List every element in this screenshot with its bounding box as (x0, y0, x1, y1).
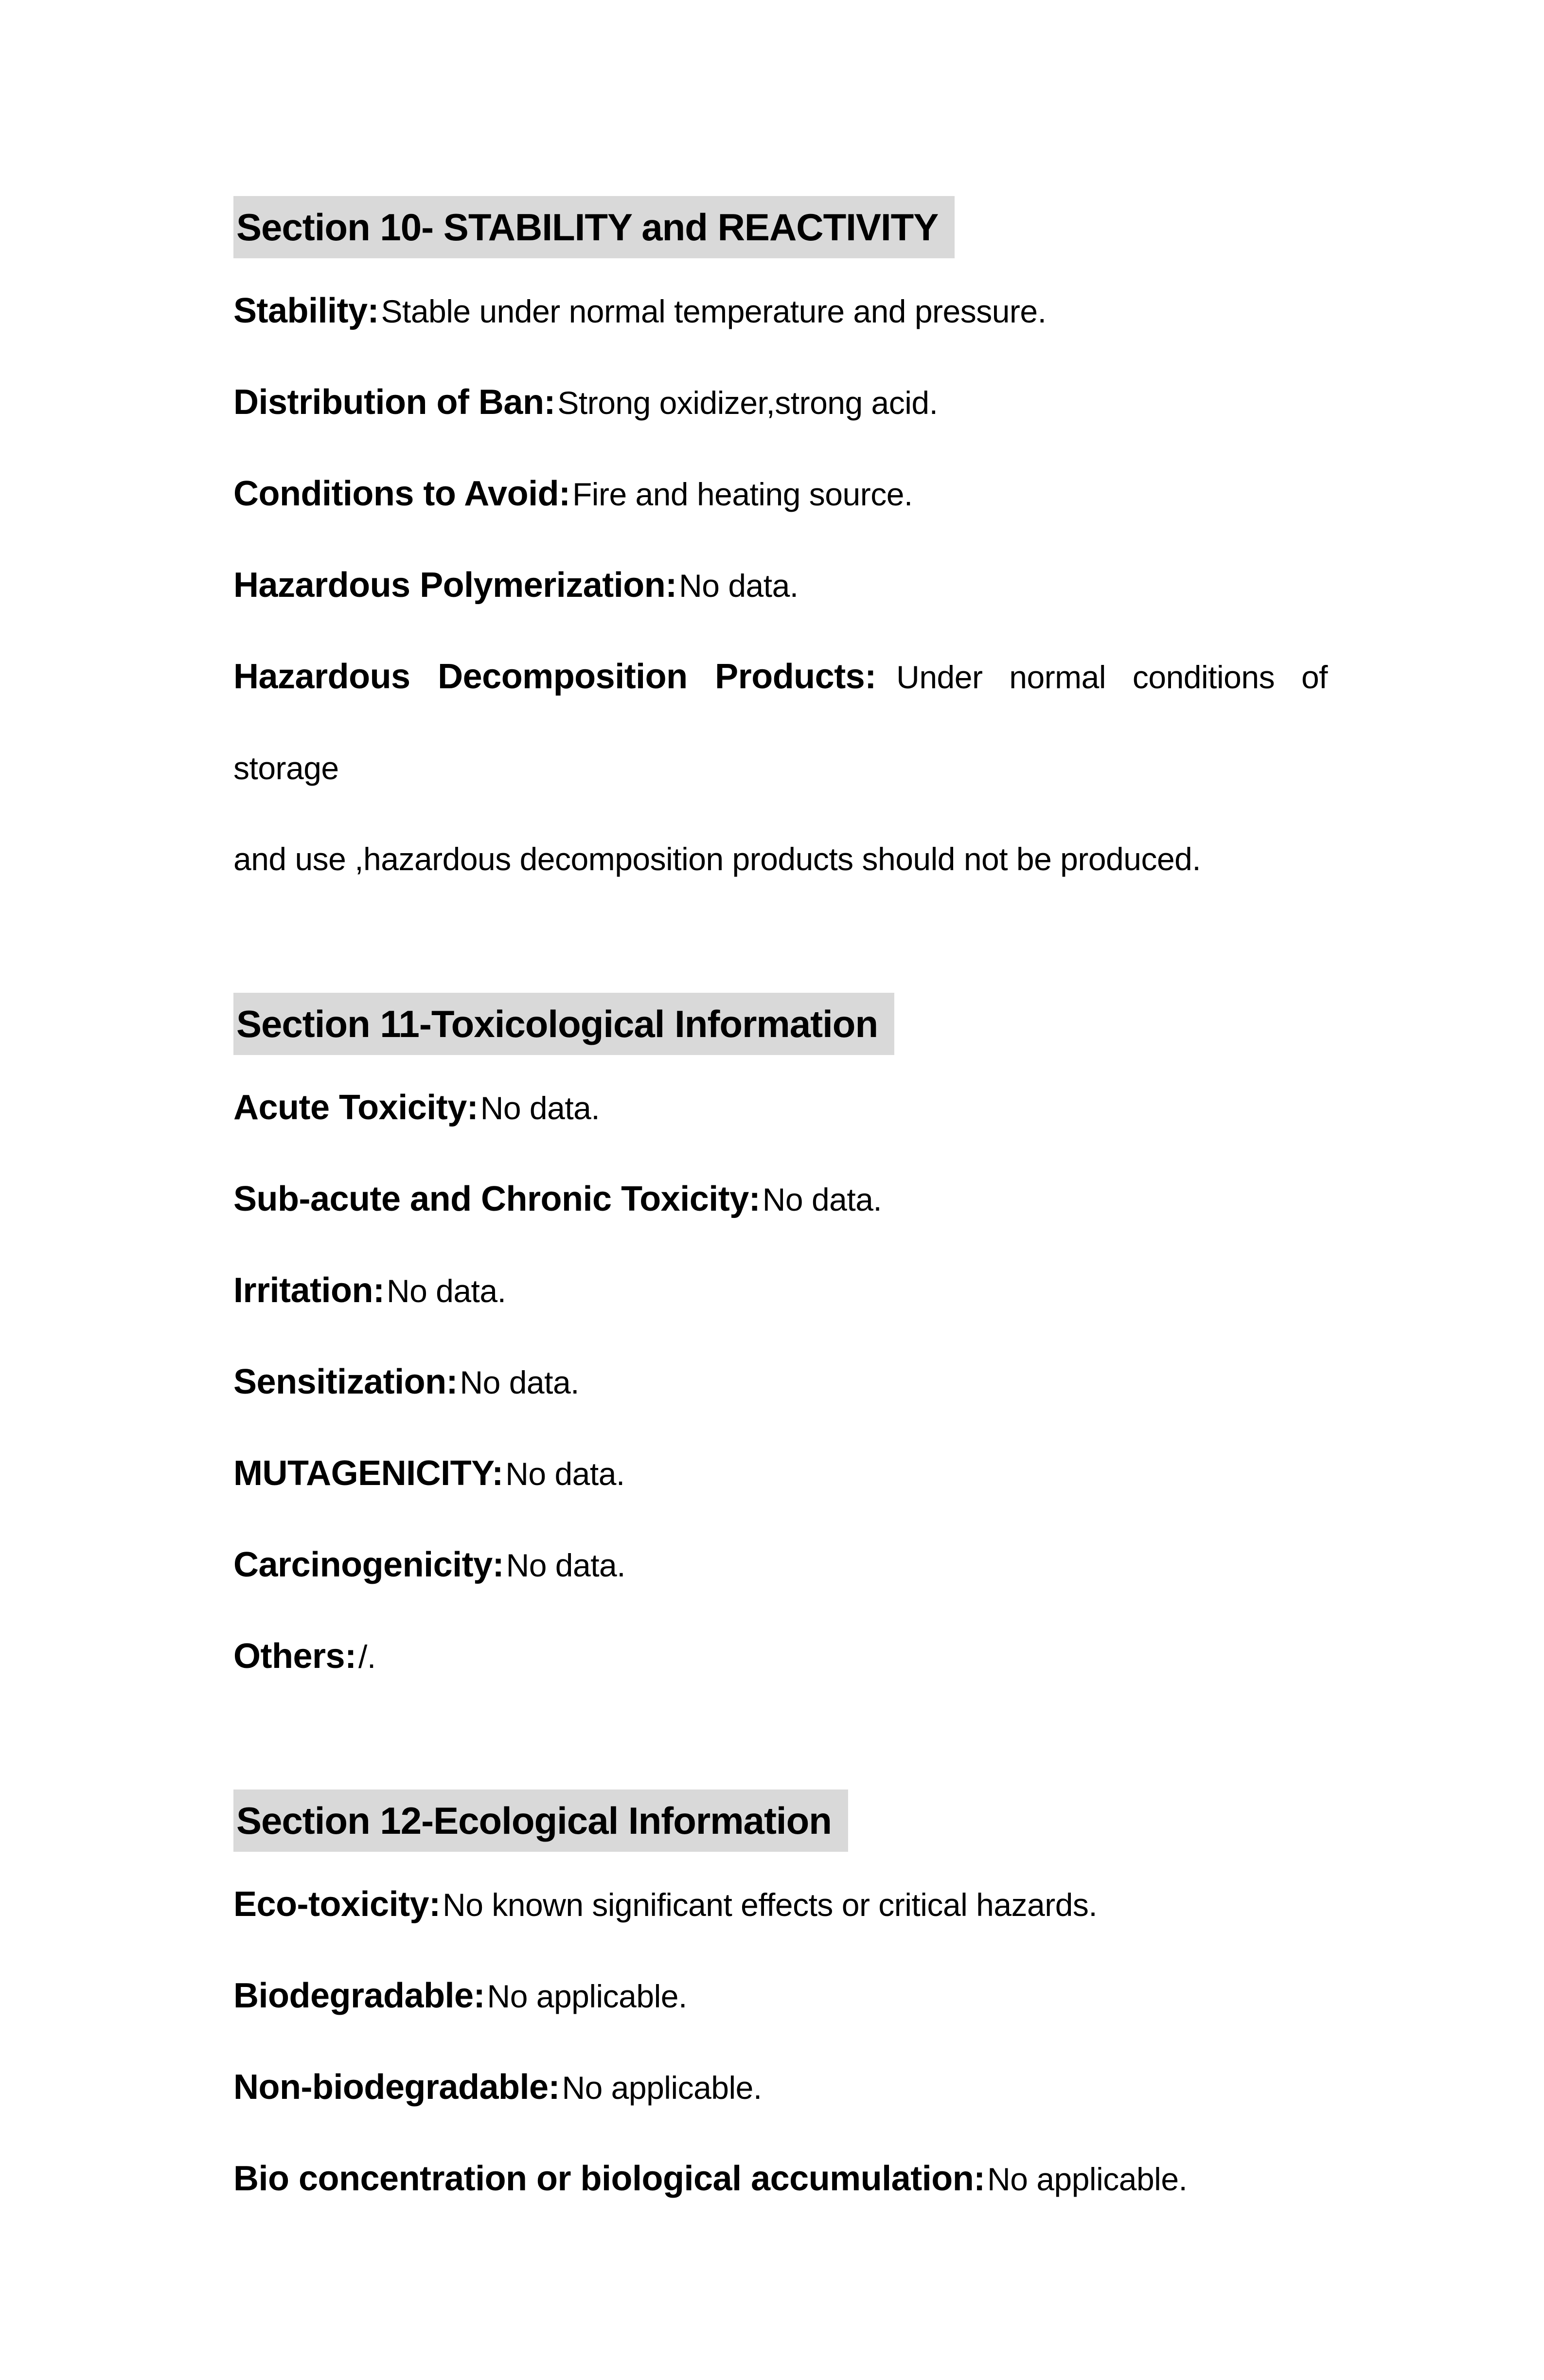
field-value: No data. (480, 1090, 600, 1126)
field-value: No data. (505, 1456, 625, 1492)
section-12-title-row (233, 1789, 1328, 1852)
section-ecological-information (233, 1789, 1328, 2229)
field-value: /. (358, 1639, 376, 1675)
field-sensitization (233, 1341, 1328, 1432)
section-10-body (233, 270, 1328, 909)
field-irritation (233, 1250, 1328, 1341)
section-11-body (233, 1067, 1328, 1707)
section-stability-reactivity (233, 196, 1328, 909)
field-value: Strong oxidizer,strong acid. (557, 385, 938, 421)
field-biodegradable (233, 1955, 1328, 2046)
field-distribution-of-ban (233, 361, 1328, 453)
section-10-title-row (233, 196, 1328, 258)
field-label: Eco-toxicity: (233, 1885, 441, 1924)
section-12-body (233, 1863, 1328, 2229)
field-bio-concentration (233, 2138, 1328, 2229)
field-label: Non-biodegradable: (233, 2068, 560, 2107)
field-value: No applicable. (987, 2161, 1188, 2197)
field-value: No applicable. (487, 1978, 687, 2014)
field-hazardous-decomposition-products-line1 (233, 636, 1328, 818)
field-value: No data. (762, 1181, 882, 1217)
field-value: Fire and heating source. (572, 476, 913, 512)
field-carcinogenicity (233, 1524, 1328, 1615)
field-label: Conditions to Avoid: (233, 474, 570, 513)
field-label: Distribution of Ban: (233, 383, 555, 422)
field-label: Hazardous Decomposition Products: (233, 657, 876, 696)
field-eco-toxicity (233, 1863, 1328, 1955)
field-label: Stability: (233, 291, 379, 330)
field-value: Under normal conditions of storage (233, 659, 1328, 786)
field-mutagenicity (233, 1432, 1328, 1524)
field-others (233, 1615, 1328, 1707)
field-label: Irritation: (233, 1271, 385, 1310)
field-value: No applicable. (562, 2070, 762, 2106)
field-acute-toxicity (233, 1067, 1328, 1158)
field-hazardous-decomposition-products-line2 (233, 818, 1328, 909)
section-toxicological-information (233, 993, 1328, 1707)
field-label: Hazardous Polymerization: (233, 566, 677, 605)
section-12-heading: Section 12-Ecological Information (233, 1789, 848, 1852)
section-11-heading: Section 11-Toxicological Information (233, 993, 894, 1055)
section-10-heading: Section 10- STABILITY and REACTIVITY (233, 196, 955, 258)
field-label: Sensitization: (233, 1362, 458, 1401)
field-hazardous-polymerization (233, 544, 1328, 636)
section-11-title-row (233, 993, 1328, 1055)
field-value: Stable under normal temperature and pressure. (381, 293, 1047, 329)
field-label: Biodegradable: (233, 1976, 485, 2015)
field-subacute-chronic-toxicity (233, 1158, 1328, 1250)
field-label: Others: (233, 1637, 356, 1676)
field-stability (233, 270, 1328, 361)
field-value-continued: and use ,hazardous decomposition products should not be produced. (233, 841, 1201, 877)
field-label: Acute Toxicity: (233, 1088, 479, 1127)
field-non-biodegradable (233, 2046, 1328, 2138)
field-conditions-to-avoid (233, 453, 1328, 544)
field-label: MUTAGENICITY: (233, 1454, 503, 1493)
field-label: Bio concentration or biological accumulation: (233, 2159, 985, 2198)
field-value: No known significant effects or critical hazards. (443, 1887, 1098, 1923)
field-value: No data. (506, 1547, 626, 1583)
field-value: No data. (679, 568, 799, 604)
field-label: Carcinogenicity: (233, 1545, 504, 1584)
field-value: No data. (460, 1364, 579, 1400)
msds-document-page (0, 196, 1544, 2380)
field-value: No data. (386, 1273, 506, 1309)
field-label: Sub-acute and Chronic Toxicity: (233, 1180, 761, 1218)
